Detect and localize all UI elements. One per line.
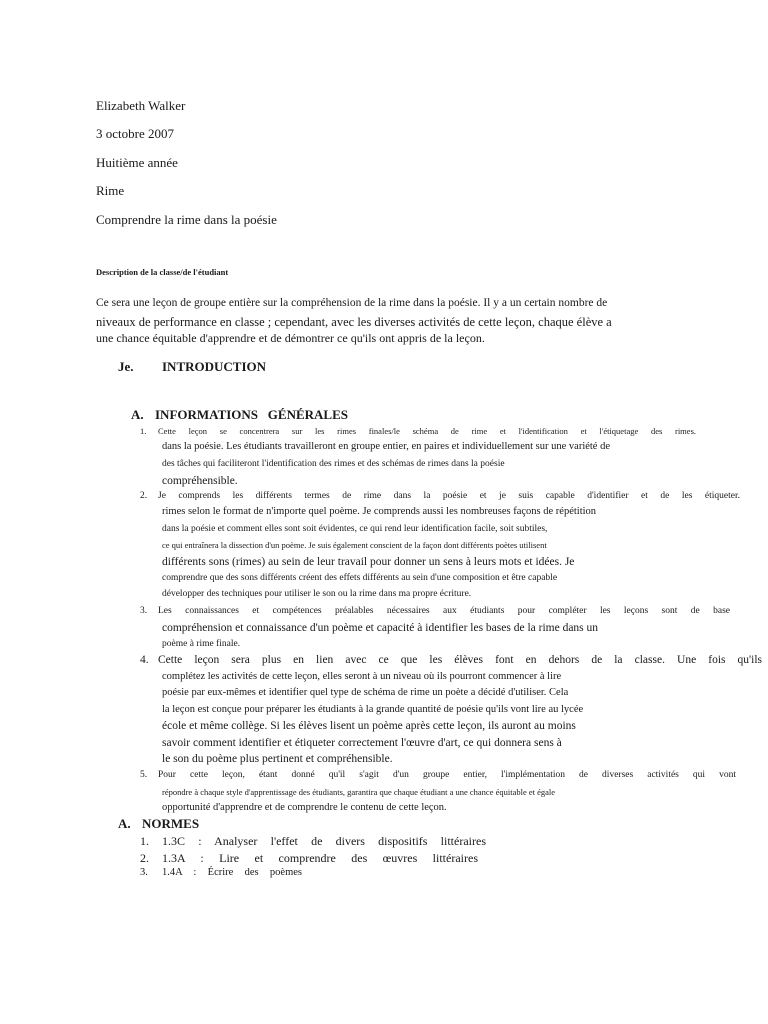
item-number: 2. [140, 491, 148, 501]
standard-text: 1.4A : Écrire des poèmes [162, 867, 302, 878]
heading-marker: A. [118, 816, 131, 831]
item-line: le son du poème plus pertinent et compréhensible. [162, 753, 393, 765]
class-description-line: une chance équitable d'apprendre et de démontrer ce qu'ils ont appris de la leçon. [96, 331, 485, 345]
item-first-line: Cette leçon sera plus en lien avec ce que les élèves font en dehors de la classe. Une fois qu'ils [158, 654, 762, 666]
item-number: 3. [140, 606, 148, 616]
item-line: ce qui entraînera la dissection d'un poème. Je suis également conscient de la façon dont différents poètes utilisent [162, 540, 547, 550]
item-line: répondre à chaque style d'apprentissage des étudiants, garantira que chaque étudiant a une chance équitable et égale [162, 787, 556, 797]
item-line: opportunité d'apprendre et de comprendre le contenu de cette leçon. [162, 802, 447, 813]
heading-title: INFORMATIONS GÉNÉRALES [155, 407, 348, 422]
item-first-line: Cette leçon se concentrera sur les rimes finales/le schéma de rime et l'identification et l'étiquetage des rimes. [158, 426, 696, 436]
standard-item [140, 834, 486, 848]
lesson-title: Comprendre la rime dans la poésie [96, 212, 277, 227]
author-name: Elizabeth Walker [96, 98, 186, 113]
item-number: 1. [140, 834, 149, 848]
item-line: des tâches qui faciliteront l'identification des rimes et des schémas de rimes dans la poésie [162, 459, 505, 469]
standard-text: 1.3A : Lire et comprendre des œuvres littéraires [162, 851, 478, 865]
item-number: 4. [140, 654, 149, 666]
standard-item [140, 851, 478, 865]
item-number: 5. [140, 770, 148, 780]
item-line: savoir comment identifier et étiqueter correctement l'œuvre d'art, ce qui donnera sens à [162, 737, 562, 749]
heading-marker: Je. [118, 359, 134, 374]
item-line: la leçon est conçue pour préparer les étudiants à la grande quantité de poésie qu'ils vont lire au lycée [162, 704, 584, 715]
heading-title: INTRODUCTION [162, 359, 267, 374]
item-line: développer des techniques pour utiliser le son ou la rime dans ma propre écriture. [162, 589, 472, 599]
standard-text: 1.3C : Analyser l'effet de divers dispositifs littéraires [162, 834, 486, 848]
item-line: compréhensible. [162, 475, 238, 487]
class-description-label: Description de la classe/de l'étudiant [96, 267, 229, 277]
general-info-item [140, 489, 740, 503]
grade-level: Huitième année [96, 155, 178, 170]
general-info-item [140, 424, 696, 438]
standard-item [140, 866, 302, 880]
item-first-line: Pour cette leçon, étant donné qu'il s'agit d'un groupe entier, l'implémentation de diverses activités qui vont [158, 770, 736, 780]
item-first-line: Les connaissances et compétences préalables nécessaires aux étudiants pour compléter les leçons sont de base [158, 606, 730, 616]
heading-marker: A. [131, 407, 144, 422]
class-description-line: Ce sera une leçon de groupe entière sur la compréhension de la rime dans la poésie. Il y a un certain nombre de [96, 297, 608, 309]
standards-heading [118, 816, 199, 832]
item-line: complétez les activités de cette leçon, elles seront à un niveau où ils pourront commencer à lire [162, 671, 562, 682]
item-line: école et même collège. Si les élèves lisent un poème après cette leçon, ils auront au moins [162, 720, 576, 732]
item-line: poème à rime finale. [162, 639, 241, 649]
lesson-topic: Rime [96, 183, 125, 198]
item-line: rimes selon le format de n'importe quel poème. Je comprends aussi les nombreuses façons de répétition [162, 506, 597, 517]
item-line: dans la poésie et comment elles sont soit évidentes, ce qui rend leur identification facile, soit subtiles, [162, 524, 548, 534]
item-first-line: Je comprends les différents termes de rime dans la poésie et je suis capable d'identifier et de les étiqueter. [158, 491, 740, 501]
item-line: dans la poésie. Les étudiants travailleront en groupe entier, en paires et individuellement sur une variété de [162, 441, 611, 452]
item-line: poésie par eux-mêmes et identifier quel type de schéma de rime un poète a décidé d'utiliser. Cela [162, 687, 569, 698]
item-line: différents sons (rimes) au sein de leur travail pour donner un sens à leurs mots et idées. Je [162, 556, 575, 568]
item-number: 3. [140, 867, 148, 878]
introduction-heading [118, 359, 266, 375]
general-info-item [140, 768, 736, 782]
item-line: comprendre que des sons différents créent des effets différents au sein d'une composition et être capable [162, 573, 558, 583]
lesson-date: 3 octobre 2007 [96, 126, 174, 141]
class-description-line: niveaux de performance en classe ; cependant, avec les diverses activités de cette leçon, chaque élève a [96, 315, 612, 329]
item-number: 1. [140, 426, 147, 436]
heading-title: NORMES [142, 816, 200, 831]
general-info-item [140, 653, 762, 667]
item-number: 2. [140, 851, 149, 865]
item-line: compréhension et connaissance d'un poème et capacité à identifier les bases de la rime dans un [162, 622, 599, 634]
general-info-item [140, 604, 730, 618]
